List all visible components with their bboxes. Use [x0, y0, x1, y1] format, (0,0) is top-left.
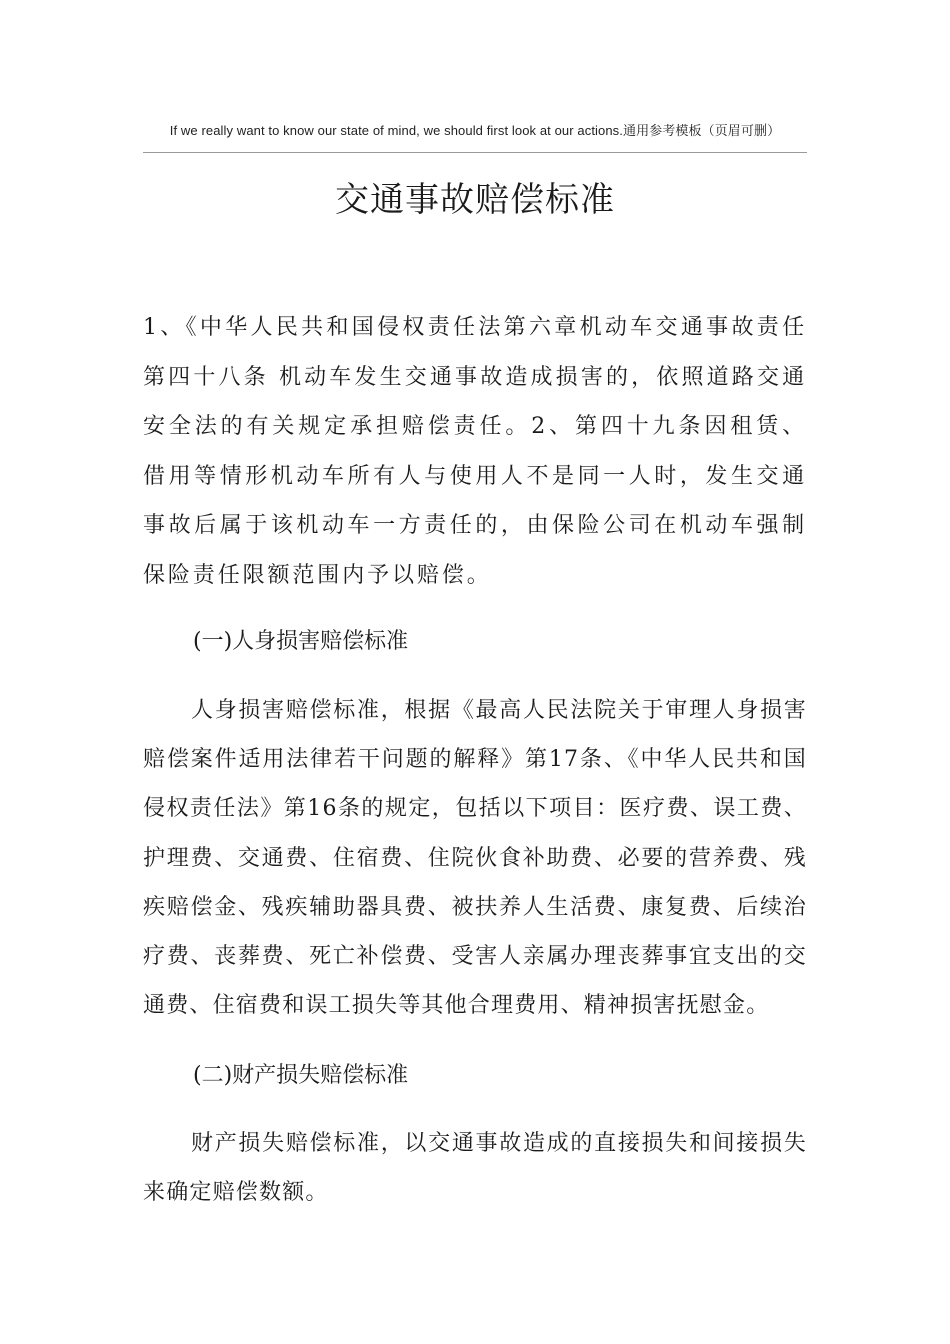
section-body-personal-injury: 人身损害赔偿标准，根据《最高人民法院关于审理人身损害赔偿案件适用法律若干问题的解释》第17条、《中华人民共和国侵权责任法》第16条的规定，包括以下项目：医疗费、误工费、护理费、交通费、住宿费、住院伙食补助费、必要的营养费、残疾赔偿金、残疾辅助器具费、被扶养人生活费、康复费、后续治疗费、丧葬费、死亡补偿费、受害人亲属办理丧葬事宜支出的交通费、住宿费和误工损失等其他合理费用、精神损害抚慰金。 — [143, 698, 807, 1019]
header-divider — [143, 152, 807, 153]
document-title: 交通事故赔偿标准 — [335, 180, 615, 220]
section-heading-personal-injury: (一)人身损害赔偿标准 — [193, 629, 409, 654]
intro-paragraph: 1、《中华人民共和国侵权责任法第六章机动车交通事故责任第四十八条 机动车发生交通事故造成损害的，依照道路交通安全法的有关规定承担赔偿责任。2、第四十九条因租赁、借用等情形机动车所有人与使用人不是同一人时，发生交通事故后属于该机动车一方责任的，由保险公司在机动车强制保险责任限额范围内予以赔偿。 — [143, 315, 807, 588]
page-header: If we really want to know our state of mind, we should first look at our actions.通用参考模板（页眉可删） — [169, 123, 781, 138]
section-body-property-loss: 财产损失赔偿标准，以交通事故造成的直接损失和间接损失来确定赔偿数额。 — [143, 1131, 807, 1206]
section-heading-property-loss: (二)财产损失赔偿标准 — [193, 1063, 409, 1088]
